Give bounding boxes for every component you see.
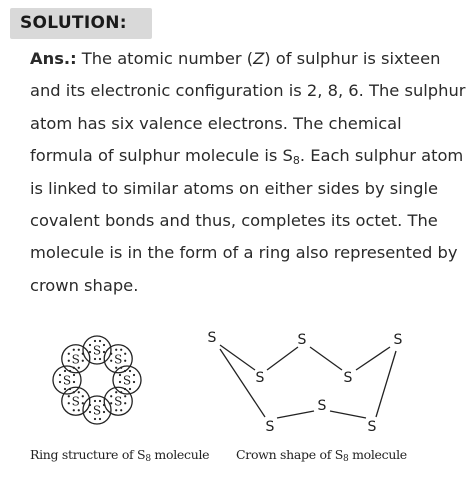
sulphur-atom-label: S: [393, 332, 403, 348]
svg-text:S: S: [62, 373, 72, 388]
sulphur-atom-label: S: [207, 330, 217, 346]
svg-text:S: S: [92, 403, 102, 418]
answer-label: Ans.:: [30, 49, 77, 68]
atomic-number-symbol: Z: [253, 49, 265, 68]
svg-text:S: S: [114, 394, 123, 409]
sulphur-atom-label: S: [297, 332, 307, 348]
covalent-bond: [277, 411, 314, 418]
answer-paragraph: [30, 43, 466, 302]
ring-structure-diagram: [53, 336, 141, 424]
sulphur-atom-label: S: [265, 419, 275, 435]
solution-heading: SOLUTION:: [10, 8, 152, 39]
sulphur-atom-label: S: [317, 398, 327, 414]
sulphur-atom-label: S: [367, 419, 377, 435]
covalent-bond: [310, 347, 342, 370]
svg-text:S: S: [71, 352, 80, 367]
covalent-bond: [356, 347, 390, 370]
svg-text:S: S: [92, 343, 102, 358]
sulphur-diagrams: [0, 325, 474, 445]
covalent-bond: [330, 411, 366, 418]
crown-caption: Crown shape of $S_8$ molecule: [236, 447, 407, 464]
answer-text-3: . Each sulphur atom is linked to similar atoms on either sides by single covalent bonds and thus, completes its octet. The molecule is in the form of a ring also represented by crown shape.: [30, 146, 464, 295]
sulphur-atom-label: S: [255, 370, 265, 386]
sulphur-atom-label: S: [343, 370, 353, 386]
covalent-bond: [267, 347, 298, 370]
crown-shape-diagram: [208, 330, 403, 435]
answer-text-2: ) of sulphur is sixteen and its electronic configuration is 2, 8, 6. The sulphur atom has six valence electrons. The chemical formula of sulphur molecule is S: [30, 49, 466, 166]
svg-text:S: S: [122, 373, 132, 388]
formula-subscript: 8: [292, 154, 300, 168]
covalent-bond: [376, 351, 396, 417]
svg-text:S: S: [71, 394, 80, 409]
svg-text:S: S: [114, 352, 123, 367]
answer-text-1: The atomic number (: [76, 49, 254, 68]
ring-caption: Ring structure of $S_8$ molecule: [30, 447, 210, 464]
